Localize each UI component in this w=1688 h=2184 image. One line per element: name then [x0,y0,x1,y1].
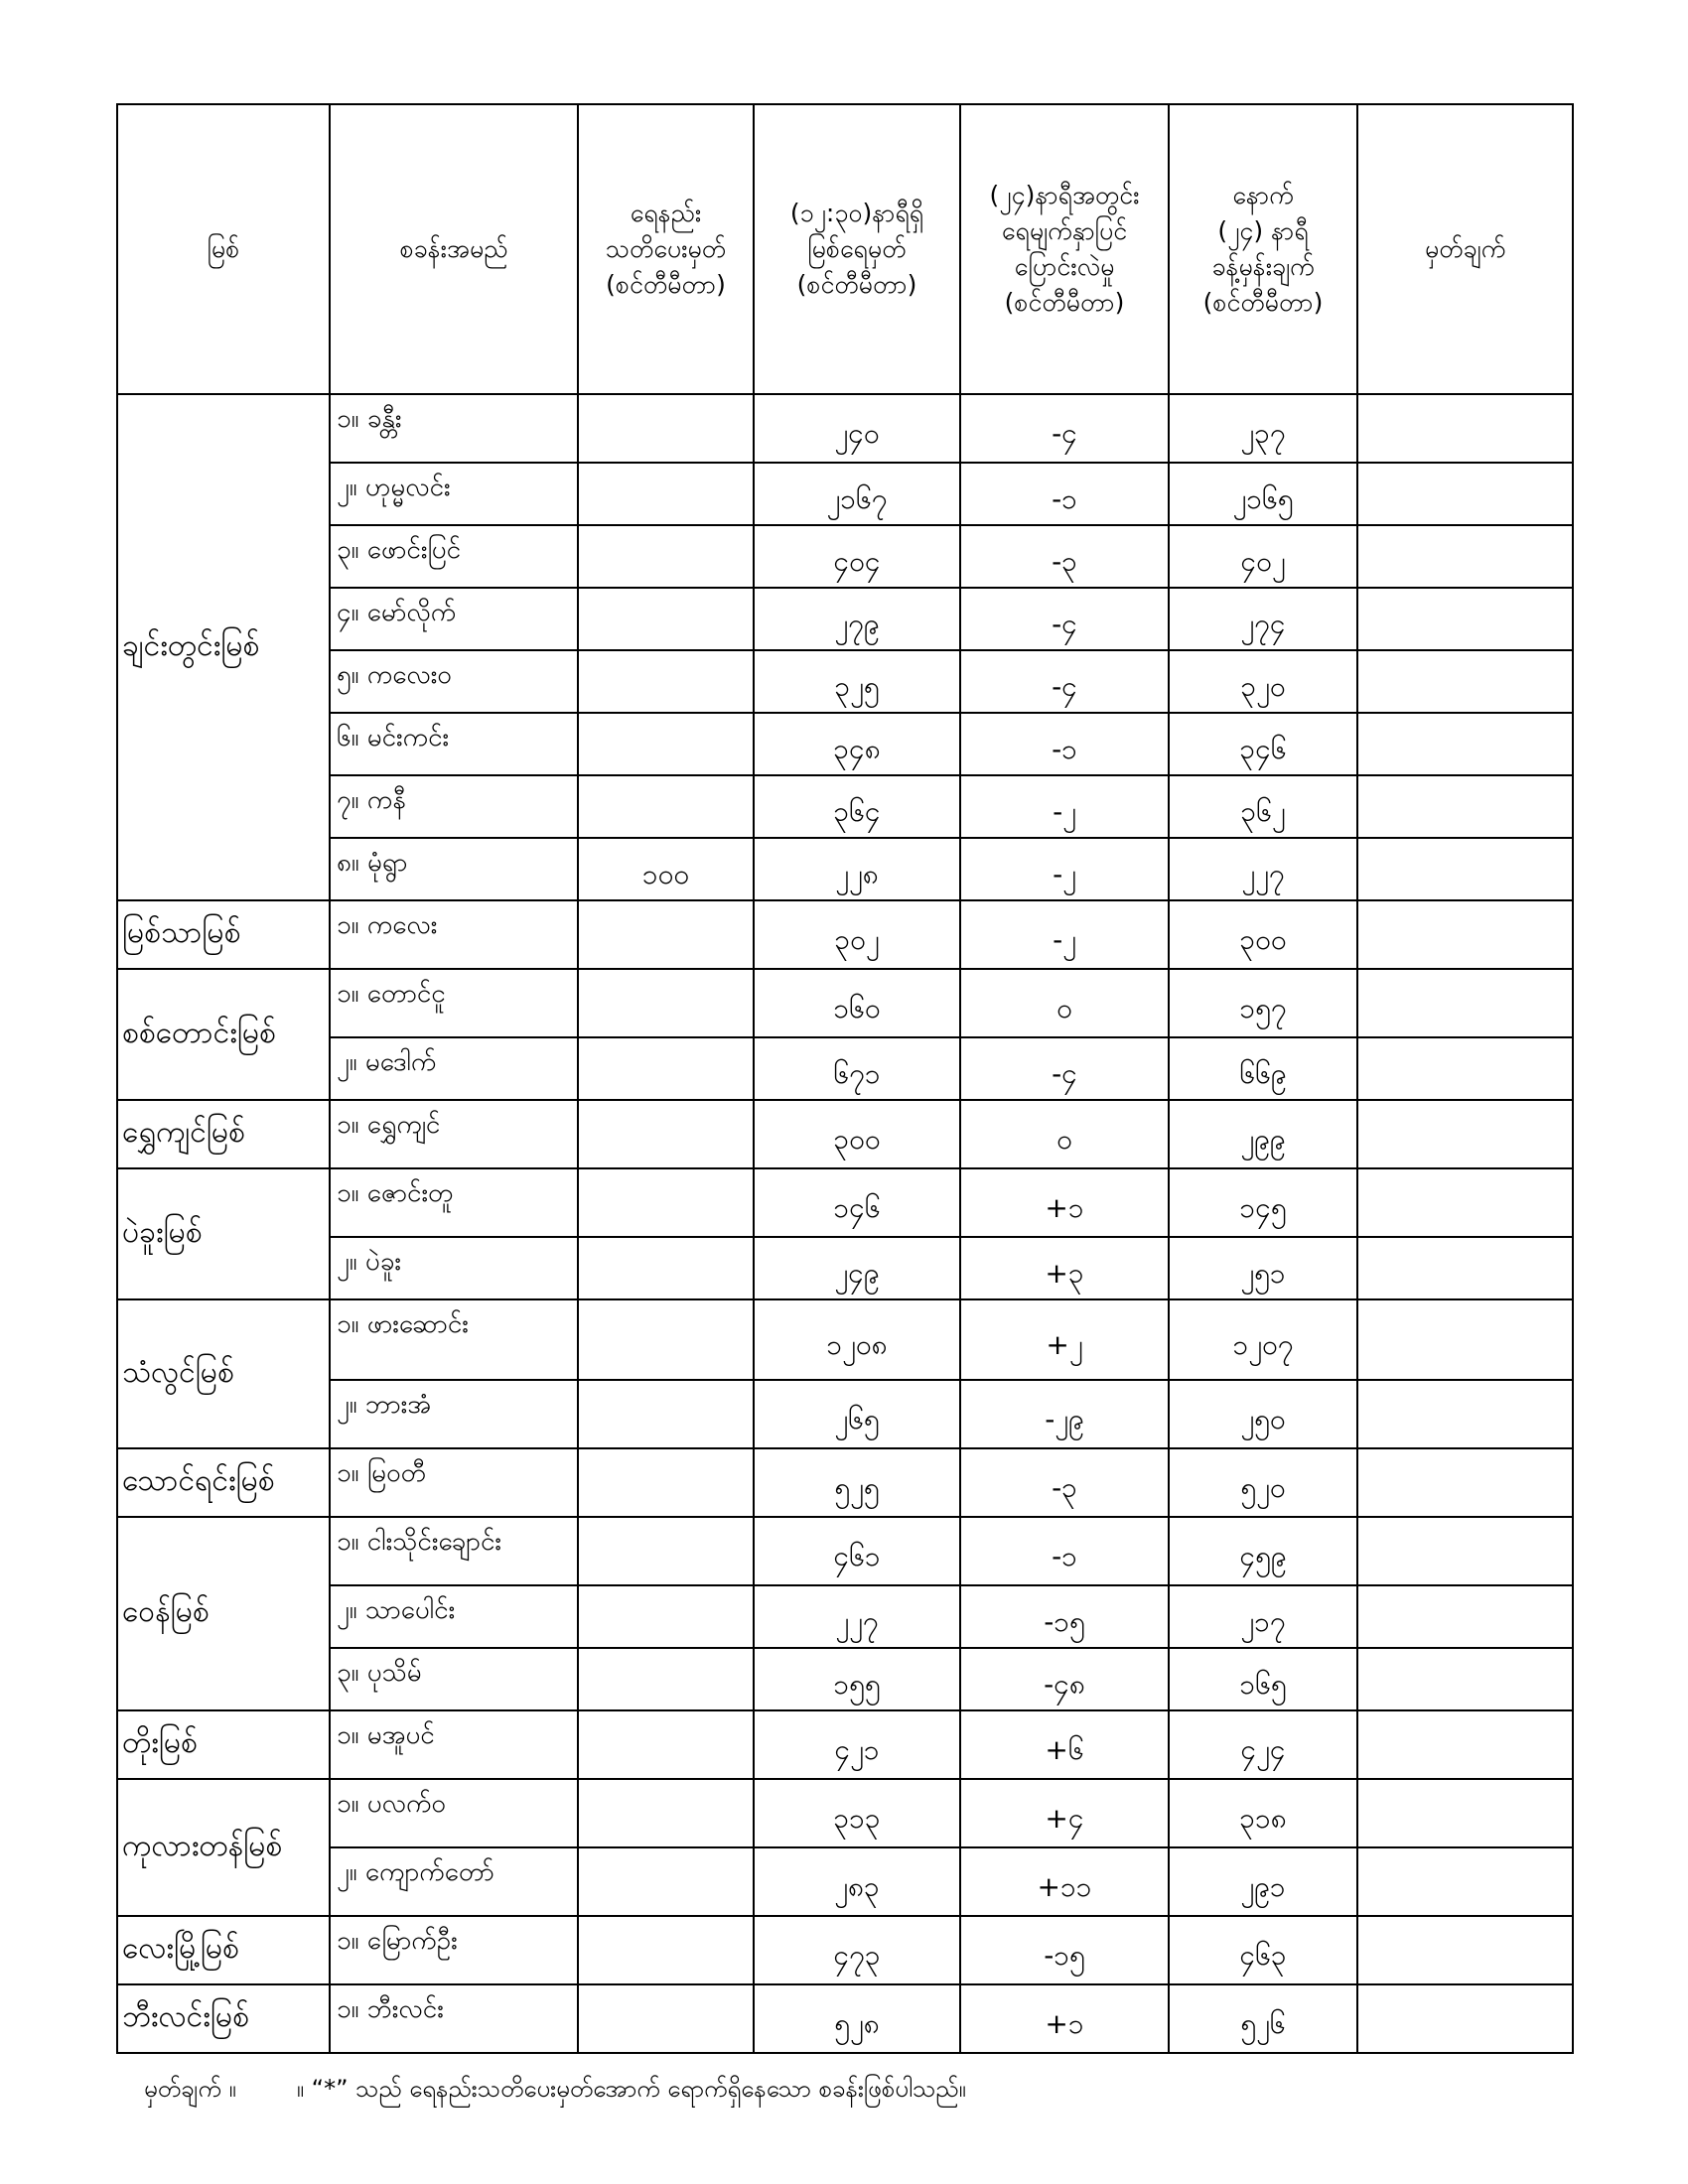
current-level-cell: ၅၂၅ [754,1448,960,1517]
current-level-cell: ၁၄၆ [754,1168,960,1237]
table-row [117,463,1573,525]
warning-level-cell [578,969,754,1037]
header-24h-change: (၂၄)နာရီအတွင်း ရေမျက်နှာပြင် ပြောင်းလဲမှု (စင်တီမီတာ) [960,104,1169,394]
forecast-cell: ၃၂၀ [1169,650,1357,713]
current-level-cell: ၂၂၈ [754,838,960,900]
table-row [117,1237,1573,1299]
remark-cell [1357,1710,1573,1779]
current-level-cell: ၂၁၆၇ [754,463,960,525]
remark-cell [1357,1517,1573,1585]
warning-level-cell [578,775,754,838]
remark-cell [1357,525,1573,588]
warning-level-cell [578,394,754,463]
river-name-cell: မြစ်သာမြစ် [117,900,330,969]
forecast-cell: ၃၁၈ [1169,1779,1357,1847]
warning-level-cell [578,1517,754,1585]
table-row [117,969,1573,1037]
table-row [117,713,1573,775]
remark-cell [1357,1585,1573,1648]
current-level-cell: ၃၄၈ [754,713,960,775]
station-name-cell: ၃။ ဖောင်းပြင် [330,525,578,588]
change-cell: -၁၅ [960,1585,1169,1648]
forecast-cell: ၅၂၆ [1169,1984,1357,2053]
header-river: မြစ် [117,104,330,394]
table-row [117,1847,1573,1916]
warning-level-cell [578,525,754,588]
remark-cell [1357,463,1573,525]
remark-cell [1357,1100,1573,1168]
current-level-cell: ၂၇၉ [754,588,960,650]
warning-level-cell [578,1380,754,1448]
change-cell: +၃ [960,1237,1169,1299]
table-row [117,1517,1573,1585]
remark-cell [1357,394,1573,463]
forecast-cell: ၂၉၁ [1169,1847,1357,1916]
forecast-cell: ၆၆၉ [1169,1037,1357,1100]
remark-cell [1357,1037,1573,1100]
river-name-cell: ပဲခူးမြစ် [117,1168,330,1299]
table-row [117,1448,1573,1517]
station-name-cell: ၁။ မြောက်ဦး [330,1916,578,1984]
current-level-cell: ၃၂၅ [754,650,960,713]
station-name-cell: ၂။ မဒေါက် [330,1037,578,1100]
station-name-cell: ၁။ တောင်ငူ [330,969,578,1037]
station-name-cell: ၁။ ပလက်ဝ [330,1779,578,1847]
river-name-cell: လေးမြို့မြစ် [117,1916,330,1984]
forecast-cell: ၁၄၅ [1169,1168,1357,1237]
change-cell: -၂ [960,900,1169,969]
table-row [117,1710,1573,1779]
warning-level-cell [578,1916,754,1984]
station-name-cell: ၁။ ဘီးလင်း [330,1984,578,2053]
station-name-cell: ၁။ မြဝတီ [330,1448,578,1517]
header-row [117,104,1573,394]
warning-level-cell [578,713,754,775]
change-cell: +၄ [960,1779,1169,1847]
table-row [117,775,1573,838]
table-row [117,588,1573,650]
change-cell: -၄ [960,1037,1169,1100]
river-name-cell: ကုလားတန်မြစ် [117,1779,330,1916]
forecast-cell: ၁၅၇ [1169,969,1357,1037]
change-cell: -၁၅ [960,1916,1169,1984]
change-cell: -၄၈ [960,1648,1169,1710]
river-level-table [116,103,1574,2054]
river-name-cell: ချင်းတွင်းမြစ် [117,394,330,900]
current-level-cell: ၄၀၄ [754,525,960,588]
station-name-cell: ၆။ မင်းကင်း [330,713,578,775]
change-cell: -၁ [960,463,1169,525]
current-level-cell: ၂၄၀ [754,394,960,463]
river-name-cell: သောင်ရင်းမြစ် [117,1448,330,1517]
warning-level-cell [578,1168,754,1237]
station-name-cell: ၁။ ကလေး [330,900,578,969]
station-name-cell: ၂။ ကျောက်တော် [330,1847,578,1916]
current-level-cell: ၂၂၇ [754,1585,960,1648]
change-cell: -၂၉ [960,1380,1169,1448]
change-cell: -၄ [960,650,1169,713]
forecast-cell: ၄၅၉ [1169,1517,1357,1585]
table-row [117,1299,1573,1380]
remark-cell [1357,900,1573,969]
change-cell: -၁ [960,713,1169,775]
warning-level-cell [578,1448,754,1517]
change-cell: -၄ [960,394,1169,463]
current-level-cell: ၂၄၉ [754,1237,960,1299]
warning-level-cell [578,1037,754,1100]
remark-cell [1357,713,1573,775]
change-cell: +၆ [960,1710,1169,1779]
station-name-cell: ၂။ ပဲခူး [330,1237,578,1299]
remark-cell [1357,650,1573,713]
station-name-cell: ၁။ ငါးသိုင်းချောင်း [330,1517,578,1585]
change-cell: ၀ [960,1100,1169,1168]
warning-level-cell [578,1100,754,1168]
current-level-cell: ၁၂၀၈ [754,1299,960,1380]
remark-cell [1357,838,1573,900]
table-row [117,1984,1573,2053]
river-name-cell: ရွှေကျင်မြစ် [117,1100,330,1168]
header-current-level: (၁၂:၃၀)နာရီရှိ မြစ်ရေမှတ် (စင်တီမီတာ) [754,104,960,394]
warning-level-cell [578,650,754,713]
forecast-cell: ၄၂၄ [1169,1710,1357,1779]
current-level-cell: ၃၁၃ [754,1779,960,1847]
forecast-cell: ၂၅၀ [1169,1380,1357,1448]
footnote: မှတ်ချက် ။ ။ “*” သည် ရေနည်းသတိပေးမှတ်အောက် ရောက်ရှိနေသော စခန်းဖြစ်ပါသည်။ [144,2075,966,2103]
forecast-cell: ၁၆၅ [1169,1648,1357,1710]
forecast-cell: ၂၅၁ [1169,1237,1357,1299]
station-name-cell: ၁။ ခန္တီး [330,394,578,463]
remark-cell [1357,1847,1573,1916]
current-level-cell: ၃၆၄ [754,775,960,838]
forecast-cell: ၅၂၀ [1169,1448,1357,1517]
current-level-cell: ၅၂၈ [754,1984,960,2053]
forecast-cell: ၂၃၇ [1169,394,1357,463]
station-name-cell: ၂။ ဟုမ္မလင်း [330,463,578,525]
remark-cell [1357,775,1573,838]
table-row [117,394,1573,463]
change-cell: +၂ [960,1299,1169,1380]
change-cell: +၁ [960,1168,1169,1237]
table-row [117,525,1573,588]
change-cell: -၄ [960,588,1169,650]
warning-level-cell [578,588,754,650]
remark-cell [1357,1984,1573,2053]
warning-level-cell [578,900,754,969]
warning-level-cell [578,1710,754,1779]
station-name-cell: ၁။ ရွှေကျင် [330,1100,578,1168]
river-name-cell: တိုးမြစ် [117,1710,330,1779]
station-name-cell: ၈။ မုံရွာ [330,838,578,900]
forecast-cell: ၄၀၂ [1169,525,1357,588]
warning-level-cell [578,1984,754,2053]
warning-level-cell [578,1779,754,1847]
current-level-cell: ၄၇၃ [754,1916,960,1984]
remark-cell [1357,1237,1573,1299]
forecast-cell: ၂၂၇ [1169,838,1357,900]
current-level-cell: ၁၅၅ [754,1648,960,1710]
station-name-cell: ၂။ သာပေါင်း [330,1585,578,1648]
warning-level-cell [578,1237,754,1299]
change-cell: -၃ [960,1448,1169,1517]
warning-level-cell [578,1847,754,1916]
forecast-cell: ၁၂၀၇ [1169,1299,1357,1380]
table-row [117,1380,1573,1448]
forecast-cell: ၃၀၀ [1169,900,1357,969]
forecast-cell: ၃၆၂ [1169,775,1357,838]
table-row [117,1779,1573,1847]
remark-cell [1357,969,1573,1037]
station-name-cell: ၅။ ကလေးဝ [330,650,578,713]
change-cell: +၁၁ [960,1847,1169,1916]
current-level-cell: ၁၆၀ [754,969,960,1037]
station-name-cell: ၇။ ကနီ [330,775,578,838]
header-forecast: နောက် (၂၄) နာရီ ခန့်မှန်းချက် (စင်တီမီတာ) [1169,104,1357,394]
forecast-cell: ၂၉၉ [1169,1100,1357,1168]
forecast-cell: ၄၆၃ [1169,1916,1357,1984]
table-row [117,1916,1573,1984]
remark-cell [1357,588,1573,650]
header-warning-level: ရေနည်း သတိပေးမှတ် (စင်တီမီတာ) [578,104,754,394]
table-row [117,838,1573,900]
station-name-cell: ၁။ မအူပင် [330,1710,578,1779]
warning-level-cell [578,1299,754,1380]
change-cell: -၁ [960,1517,1169,1585]
current-level-cell: ၂၈၃ [754,1847,960,1916]
current-level-cell: ၃၀၀ [754,1100,960,1168]
remark-cell [1357,1916,1573,1984]
table-row [117,1037,1573,1100]
station-name-cell: ၂။ ဘားအံ [330,1380,578,1448]
station-name-cell: ၁။ ဇောင်းတူ [330,1168,578,1237]
warning-level-cell [578,463,754,525]
remark-cell [1357,1168,1573,1237]
table-body [117,394,1573,2053]
header-station: စခန်းအမည် [330,104,578,394]
forecast-cell: ၂၁၇ [1169,1585,1357,1648]
table-row [117,650,1573,713]
change-cell: -၂ [960,775,1169,838]
forecast-cell: ၂၇၄ [1169,588,1357,650]
change-cell: -၃ [960,525,1169,588]
river-name-cell: ဘီးလင်းမြစ် [117,1984,330,2053]
current-level-cell: ၆၇၁ [754,1037,960,1100]
header-remark: မှတ်ချက် [1357,104,1573,394]
change-cell: +၁ [960,1984,1169,2053]
remark-cell [1357,1779,1573,1847]
current-level-cell: ၃၀၂ [754,900,960,969]
change-cell: -၂ [960,838,1169,900]
river-name-cell: ဝေန်မြစ် [117,1517,330,1710]
current-level-cell: ၂၆၅ [754,1380,960,1448]
change-cell: ၀ [960,969,1169,1037]
station-name-cell: ၃။ ပုသိမ် [330,1648,578,1710]
table-row [117,1585,1573,1648]
table-row [117,1168,1573,1237]
warning-level-cell: ၁၀၀ [578,838,754,900]
table-row [117,1100,1573,1168]
river-name-cell: သံလွင်မြစ် [117,1299,330,1448]
current-level-cell: ၄၆၁ [754,1517,960,1585]
river-name-cell: စစ်တောင်းမြစ် [117,969,330,1100]
forecast-cell: ၂၁၆၅ [1169,463,1357,525]
warning-level-cell [578,1648,754,1710]
remark-cell [1357,1648,1573,1710]
remark-cell [1357,1380,1573,1448]
warning-level-cell [578,1585,754,1648]
remark-cell [1357,1448,1573,1517]
current-level-cell: ၄၂၁ [754,1710,960,1779]
table-row [117,1648,1573,1710]
table-row [117,900,1573,969]
forecast-cell: ၃၄၆ [1169,713,1357,775]
station-name-cell: ၁။ ဖားဆောင်း [330,1299,578,1380]
station-name-cell: ၄။ မော်လိုက် [330,588,578,650]
remark-cell [1357,1299,1573,1380]
